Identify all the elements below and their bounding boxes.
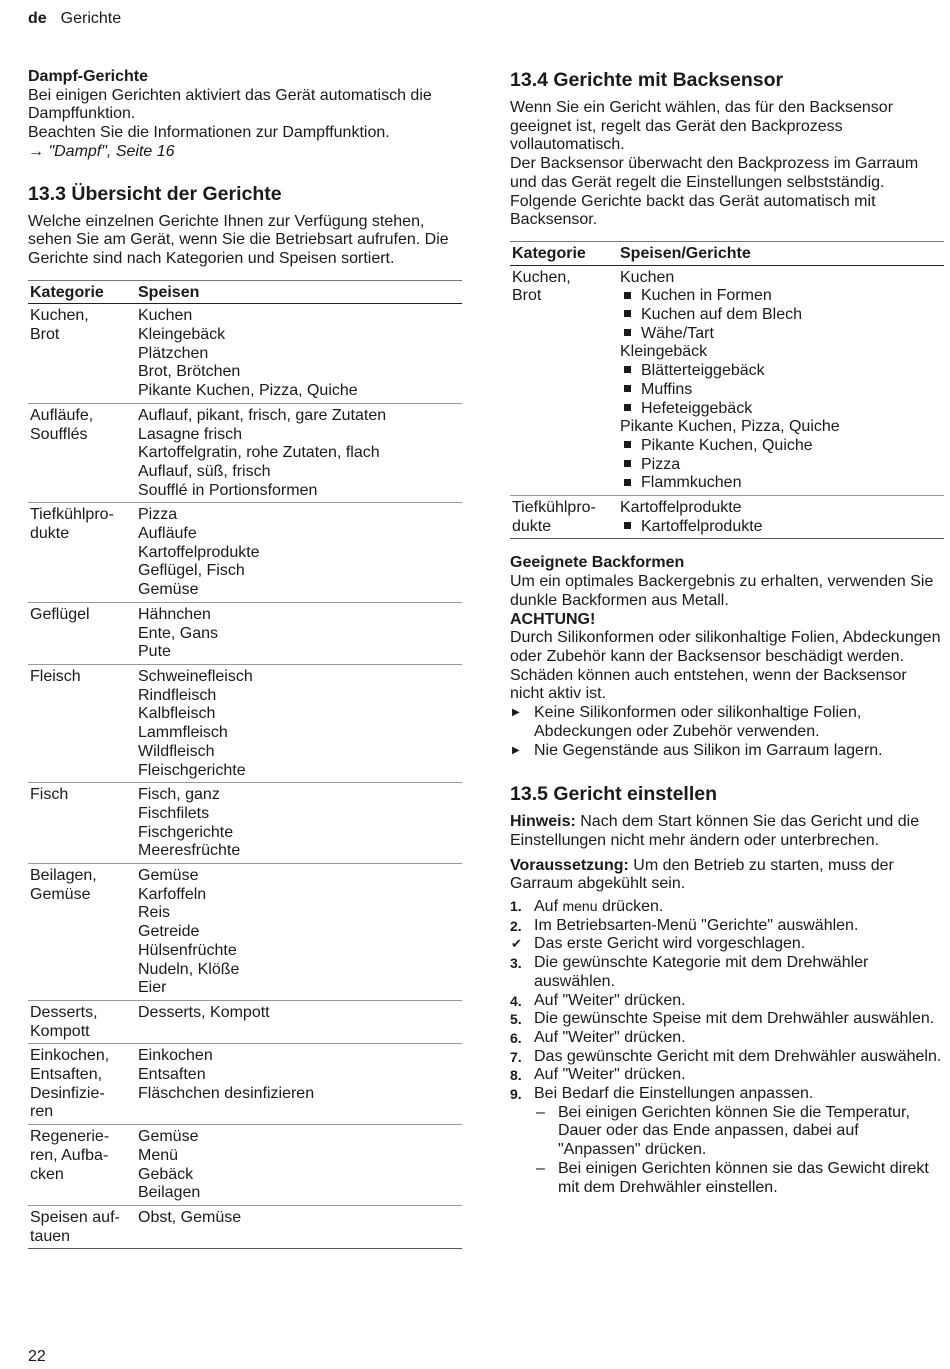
- dish-item: Schweinefleisch: [138, 667, 253, 685]
- dish-text: Pikante Kuchen, Pizza, Quiche: [620, 418, 840, 436]
- dish-item: Gebäck: [138, 1165, 194, 1183]
- dish-item: Brot, Brötchen: [138, 363, 241, 381]
- dish-item: Nudeln, Klöße: [138, 960, 240, 978]
- category-label: Brot: [30, 326, 60, 344]
- step-text: Das erste Gericht wird vorgeschlagen.: [534, 935, 806, 953]
- table-row: [28, 503, 462, 603]
- step-item: [510, 1085, 944, 1197]
- category-label: Desinfizie-: [30, 1084, 105, 1102]
- list-item-text: Keine Silikonformen oder silikonhaltige Folien, Abdeckungen oder Zubehör verwenden.: [534, 704, 862, 740]
- category-label: Einkochen,: [30, 1047, 110, 1065]
- arrow-bullet-icon: ▶: [512, 707, 520, 719]
- dishes-table-body: [28, 304, 462, 1249]
- procedure-steps-continued: [510, 917, 944, 1198]
- dishes-cell: [136, 1044, 462, 1125]
- dish-item: Gemüse: [138, 867, 199, 885]
- table-header-row: [510, 241, 944, 265]
- category-label: Entsaften,: [30, 1066, 103, 1084]
- dampf-cross-reference-link[interactable]: → "Dampf", Seite 16: [28, 142, 175, 160]
- left-column: [28, 68, 462, 1249]
- category-label: dukte: [30, 525, 70, 543]
- dish-text: Wähe/Tart: [641, 324, 714, 342]
- column-header-kategorie: Kategorie: [510, 241, 618, 265]
- voraussetzung-label: Voraussetzung:: [510, 856, 629, 874]
- dish-item: Fläschchen desinfizieren: [138, 1084, 315, 1102]
- dishes-cell: [136, 602, 462, 664]
- square-bullet-icon: [624, 292, 631, 299]
- category-label: Speisen auf-: [30, 1208, 120, 1226]
- category-label: Kompott: [30, 1022, 90, 1040]
- dishes-cell: [136, 1205, 462, 1248]
- step-number: 7.: [510, 1048, 522, 1065]
- step-item: [510, 1029, 944, 1048]
- category-cell: [28, 1000, 136, 1043]
- language-code: de: [28, 10, 47, 27]
- category-label: Tiefkühlpro-: [512, 499, 596, 517]
- table-header-row: [28, 280, 462, 304]
- table-row: [28, 664, 462, 782]
- list-item: [510, 704, 944, 741]
- bulleted-dish-item: [620, 381, 942, 400]
- square-bullet-icon: [624, 441, 631, 448]
- step-text: Auf "Weiter" drücken.: [534, 1066, 686, 1084]
- running-header: [28, 10, 121, 28]
- bulleted-dish-item: [620, 325, 942, 344]
- dish-item: Reis: [138, 904, 171, 922]
- backformen-paragraph: Um ein optimales Backergebnis zu erhalten, verwenden Sie dunkle Backformen aus Metall.: [510, 573, 934, 609]
- step-text: Auf "Weiter" drücken.: [534, 1028, 686, 1046]
- step-number: 4.: [510, 992, 522, 1009]
- dish-item: Kartoffelgratin, rohe Zutaten, flach: [138, 444, 380, 462]
- backformen-heading: Geeignete Backformen: [510, 554, 685, 572]
- category-label: Desserts,: [30, 1003, 98, 1021]
- step-item: [510, 917, 944, 936]
- category-label: Soufflés: [30, 425, 88, 443]
- category-label: tauen: [30, 1227, 71, 1245]
- dishes-cell: [136, 304, 462, 404]
- dish-item: Geflügel, Fisch: [138, 562, 245, 580]
- dishes-cell: [136, 503, 462, 603]
- hinweis-text: Nach dem Start können Sie das Gericht und die Einstellungen nicht mehr ändern oder unterbrechen.: [510, 813, 920, 849]
- section-13-3-heading: 13.3 Übersicht der Gerichte: [28, 182, 282, 205]
- table-row: [28, 783, 462, 864]
- category-cell: [28, 1044, 136, 1125]
- dish-text: Kuchen: [620, 268, 675, 286]
- step-number: 3.: [510, 955, 522, 972]
- dampf-paragraph-2: Beachten Sie die Informationen zur Dampffunktion.: [28, 124, 390, 142]
- category-label: Aufläufe,: [30, 406, 94, 424]
- dish-item: Pizza: [138, 506, 178, 524]
- table-row: [28, 304, 462, 404]
- table-row: [28, 1000, 462, 1043]
- step-item: [510, 1010, 944, 1029]
- dish-item: Beilagen: [138, 1184, 201, 1202]
- dish-item: Pikante Kuchen, Pizza, Quiche: [138, 382, 358, 400]
- step-text: Die gewünschte Kategorie mit dem Drehwähler auswählen.: [534, 954, 869, 990]
- menu-key-label: menu: [562, 898, 598, 915]
- dish-item: Lasagne frisch: [138, 425, 243, 443]
- step-number: 6.: [510, 1029, 522, 1046]
- category-label: cken: [30, 1165, 64, 1183]
- dish-item: Aufläufe: [138, 525, 197, 543]
- table-row: [28, 602, 462, 664]
- category-label: Tiefkühlpro-: [30, 506, 114, 524]
- category-cell: [28, 1205, 136, 1248]
- bulleted-dish-item: [620, 306, 942, 325]
- category-cell: [510, 265, 618, 495]
- table-row: [510, 265, 944, 495]
- dish-item: Meeresfrüchte: [138, 842, 241, 860]
- step-item: [510, 1048, 944, 1067]
- dish-item: Wildfleisch: [138, 742, 215, 760]
- dish-item: Pute: [138, 643, 171, 661]
- category-cell: [510, 496, 618, 539]
- table-row: [28, 1125, 462, 1206]
- dish-item: Kalbfleisch: [138, 705, 216, 723]
- table-row: [28, 864, 462, 1001]
- hinweis-label: Hinweis:: [510, 813, 576, 831]
- step-number: 8.: [510, 1067, 522, 1084]
- page-number: 22: [28, 1348, 46, 1365]
- dish-item: Hähnchen: [138, 605, 211, 623]
- dish-item: Soufflé in Portionsformen: [138, 481, 318, 499]
- section-13-4-heading: 13.4 Gerichte mit Backsensor: [510, 69, 784, 91]
- table-row: [28, 1205, 462, 1248]
- list-item-text: Nie Gegenstände aus Silikon im Garraum lagern.: [534, 741, 883, 759]
- arrow-bullet-icon: ▶: [512, 744, 520, 756]
- dish-text: Kleingebäck: [620, 343, 708, 361]
- category-label: Beilagen,: [30, 867, 97, 885]
- procedure-steps: [510, 897, 944, 917]
- square-bullet-icon: [624, 366, 631, 373]
- dishes-cell: [136, 664, 462, 782]
- achtung-label: ACHTUNG!: [510, 610, 596, 628]
- dish-item: Lammfleisch: [138, 724, 228, 742]
- square-bullet-icon: [624, 404, 631, 411]
- right-column: [510, 68, 944, 1197]
- table-row: [28, 403, 462, 503]
- category-label: Kuchen,: [30, 307, 89, 325]
- bulleted-dish-item: [620, 518, 942, 537]
- table-row: [28, 1044, 462, 1125]
- dish-text: Hefeteiggebäck: [641, 399, 753, 417]
- dishes-cell: [618, 265, 944, 495]
- dish-item: Rindfleisch: [138, 686, 217, 704]
- category-cell: [28, 304, 136, 404]
- dish-group-label: [620, 343, 942, 362]
- step-number: 5.: [510, 1011, 522, 1028]
- bulleted-dish-item: [620, 287, 942, 306]
- step-text: Im Betriebsarten-Menü "Gerichte" auswählen.: [534, 916, 859, 934]
- dish-text: Muffins: [641, 380, 693, 398]
- dish-item: Fischfilets: [138, 804, 210, 822]
- category-label: ren: [30, 1103, 54, 1121]
- square-bullet-icon: [624, 329, 631, 336]
- bulleted-dish-item: [620, 474, 942, 493]
- dish-text: Pizza: [641, 455, 681, 473]
- square-bullet-icon: [624, 310, 631, 317]
- bulleted-dish-item: [620, 400, 942, 419]
- step-number: 9.: [510, 1086, 522, 1103]
- list-item: [510, 742, 944, 761]
- dish-item: Ente, Gans: [138, 624, 219, 642]
- dish-item: Getreide: [138, 923, 200, 941]
- bulleted-dish-item: [620, 362, 942, 381]
- dish-item: Auflauf, pikant, frisch, gare Zutaten: [138, 406, 387, 424]
- dish-text: Kartoffelprodukte: [641, 517, 763, 535]
- dish-group-label: [620, 499, 942, 518]
- dish-item: Gemüse: [138, 1128, 199, 1146]
- category-label: Fisch: [30, 786, 69, 804]
- step-item: [510, 992, 944, 1011]
- dash-bullet-icon: –: [536, 1159, 545, 1177]
- dish-group-label: [620, 269, 942, 288]
- category-cell: [28, 602, 136, 664]
- dish-item: Plätzchen: [138, 344, 209, 362]
- dash-bullet-icon: –: [536, 1103, 545, 1121]
- category-cell: [28, 1125, 136, 1206]
- step-text: Auf "Weiter" drücken.: [534, 991, 686, 1009]
- step-text: Das gewünschte Gericht mit dem Drehwähler auswäheln.: [534, 1047, 942, 1065]
- dish-item: Kleingebäck: [138, 326, 226, 344]
- dish-text: Flammkuchen: [641, 474, 742, 492]
- backsensor-paragraph-3: Folgende Gerichte backt das Gerät automatisch mit Backsensor.: [510, 192, 876, 229]
- dish-text: Kuchen in Formen: [641, 287, 772, 305]
- square-bullet-icon: [624, 479, 631, 486]
- category-cell: [28, 403, 136, 503]
- step-item: [510, 954, 944, 991]
- category-cell: [28, 783, 136, 864]
- square-bullet-icon: [624, 460, 631, 467]
- square-bullet-icon: [624, 522, 631, 529]
- sub-step-item: [534, 1160, 944, 1197]
- step-text: drücken.: [597, 898, 664, 916]
- chapter-title: Gerichte: [60, 10, 122, 27]
- dampf-paragraph-1: Bei einigen Gerichten aktiviert das Gerät automatisch die Dampffunktion.: [28, 86, 432, 123]
- voraussetzung-text: Um den Betrieb zu starten, muss der Garraum abgekühlt sein.: [510, 856, 894, 893]
- column-header-speisen: Speisen: [136, 280, 462, 304]
- step-item: [510, 1066, 944, 1085]
- category-label: Gemüse: [30, 885, 91, 903]
- dishes-overview-table: [28, 280, 462, 1250]
- achtung-action-list: [510, 704, 944, 760]
- category-label: Regenerie-: [30, 1128, 110, 1146]
- column-header-kategorie: Kategorie: [28, 280, 136, 304]
- overview-intro: Welche einzelnen Gerichte Ihnen zur Verfügung stehen, sehen Sie am Gerät, wenn Sie die Betriebsart aufrufen. Die Gerichte sind nach Kategorien und Speisen sortiert.: [28, 212, 449, 267]
- dish-item: Entsaften: [138, 1066, 206, 1084]
- sub-step-item: [534, 1104, 944, 1160]
- category-label: Kuchen,: [512, 268, 571, 286]
- category-label: dukte: [512, 517, 552, 535]
- step-number: 1.: [510, 898, 522, 915]
- category-label: Fleisch: [30, 667, 81, 685]
- dish-item: Kartoffelprodukte: [138, 543, 260, 561]
- result-item: [510, 935, 944, 954]
- category-label: Geflügel: [30, 605, 90, 623]
- dish-item: Obst, Gemüse: [138, 1208, 242, 1226]
- category-cell: [28, 503, 136, 603]
- dishes-cell: [136, 783, 462, 864]
- dish-item: Auflauf, süß, frisch: [138, 462, 271, 480]
- bulleted-dish-item: [620, 437, 942, 456]
- dish-item: Hülsenfrüchte: [138, 941, 237, 959]
- dish-text: Blätterteiggebäck: [641, 362, 765, 380]
- hinweis-note: [510, 813, 944, 850]
- dish-text: Kuchen auf dem Blech: [641, 306, 802, 324]
- dishes-cell: [136, 864, 462, 1001]
- checkmark-icon: ✔: [511, 936, 522, 952]
- section-13-5-heading: 13.5 Gericht einstellen: [510, 783, 718, 806]
- dish-item: Desserts, Kompott: [138, 1003, 270, 1021]
- dish-item: Fischgerichte: [138, 823, 234, 841]
- backsensor-paragraph-1: Wenn Sie ein Gericht wählen, das für den Backsensor geeignet ist, regelt das Gerät den Backprozess vollautomatisch.: [510, 99, 894, 154]
- step-number: 2.: [510, 917, 522, 934]
- dampf-gerichte-heading: Dampf-Gerichte: [28, 68, 149, 85]
- sub-step-text: Bei einigen Gerichten können Sie die Temperatur, Dauer oder das Ende anpassen, dabei auf "Anpassen" drücken.: [558, 1103, 910, 1159]
- step-text: Auf: [534, 898, 563, 916]
- dishes-cell: [136, 1125, 462, 1206]
- column-header-speisen-gerichte: Speisen/Gerichte: [618, 241, 944, 265]
- dish-group-label: [620, 418, 942, 437]
- step-text: Die gewünschte Speise mit dem Drehwähler auswählen.: [534, 1010, 935, 1028]
- step-item: [510, 897, 944, 917]
- dish-item: Gemüse: [138, 581, 199, 599]
- dish-text: Pikante Kuchen, Quiche: [641, 436, 813, 454]
- step-text: Bei Bedarf die Einstellungen anpassen.: [534, 1085, 814, 1103]
- dish-item: Einkochen: [138, 1047, 213, 1065]
- backsensor-paragraph-2: Der Backsensor überwacht den Backprozess im Garraum und das Gerät regelt die Einstellungen selbstständig.: [510, 155, 919, 191]
- dish-item: Fleischgerichte: [138, 761, 246, 779]
- backsensor-table: [510, 241, 944, 540]
- dishes-cell: [136, 403, 462, 503]
- dish-item: Eier: [138, 979, 167, 997]
- achtung-paragraph: Durch Silikonformen oder silikonhaltige Folien, Abdeckungen oder Zubehör kann der Backsensor beschädigt werden. Schäden können auch entstehen, wenn der Backsensor nicht aktiv ist.: [510, 629, 941, 703]
- category-cell: [28, 864, 136, 1001]
- bulleted-dish-item: [620, 456, 942, 475]
- category-label: Brot: [512, 287, 542, 305]
- table-row: [510, 496, 944, 539]
- dish-item: Menü: [138, 1146, 179, 1164]
- dish-text: Kartoffelprodukte: [620, 499, 742, 517]
- sub-step-text: Bei einigen Gerichten können sie das Gewicht direkt mit dem Drehwähler einstellen.: [558, 1159, 929, 1196]
- dish-item: Fisch, ganz: [138, 786, 220, 804]
- dishes-cell: [136, 1000, 462, 1043]
- dish-item: Karfoffeln: [138, 885, 207, 903]
- square-bullet-icon: [624, 385, 631, 392]
- dishes-cell: [618, 496, 944, 539]
- voraussetzung-note: [510, 857, 944, 894]
- category-label: ren, Aufba-: [30, 1146, 109, 1164]
- dish-item: Kuchen: [138, 307, 193, 325]
- category-cell: [28, 664, 136, 782]
